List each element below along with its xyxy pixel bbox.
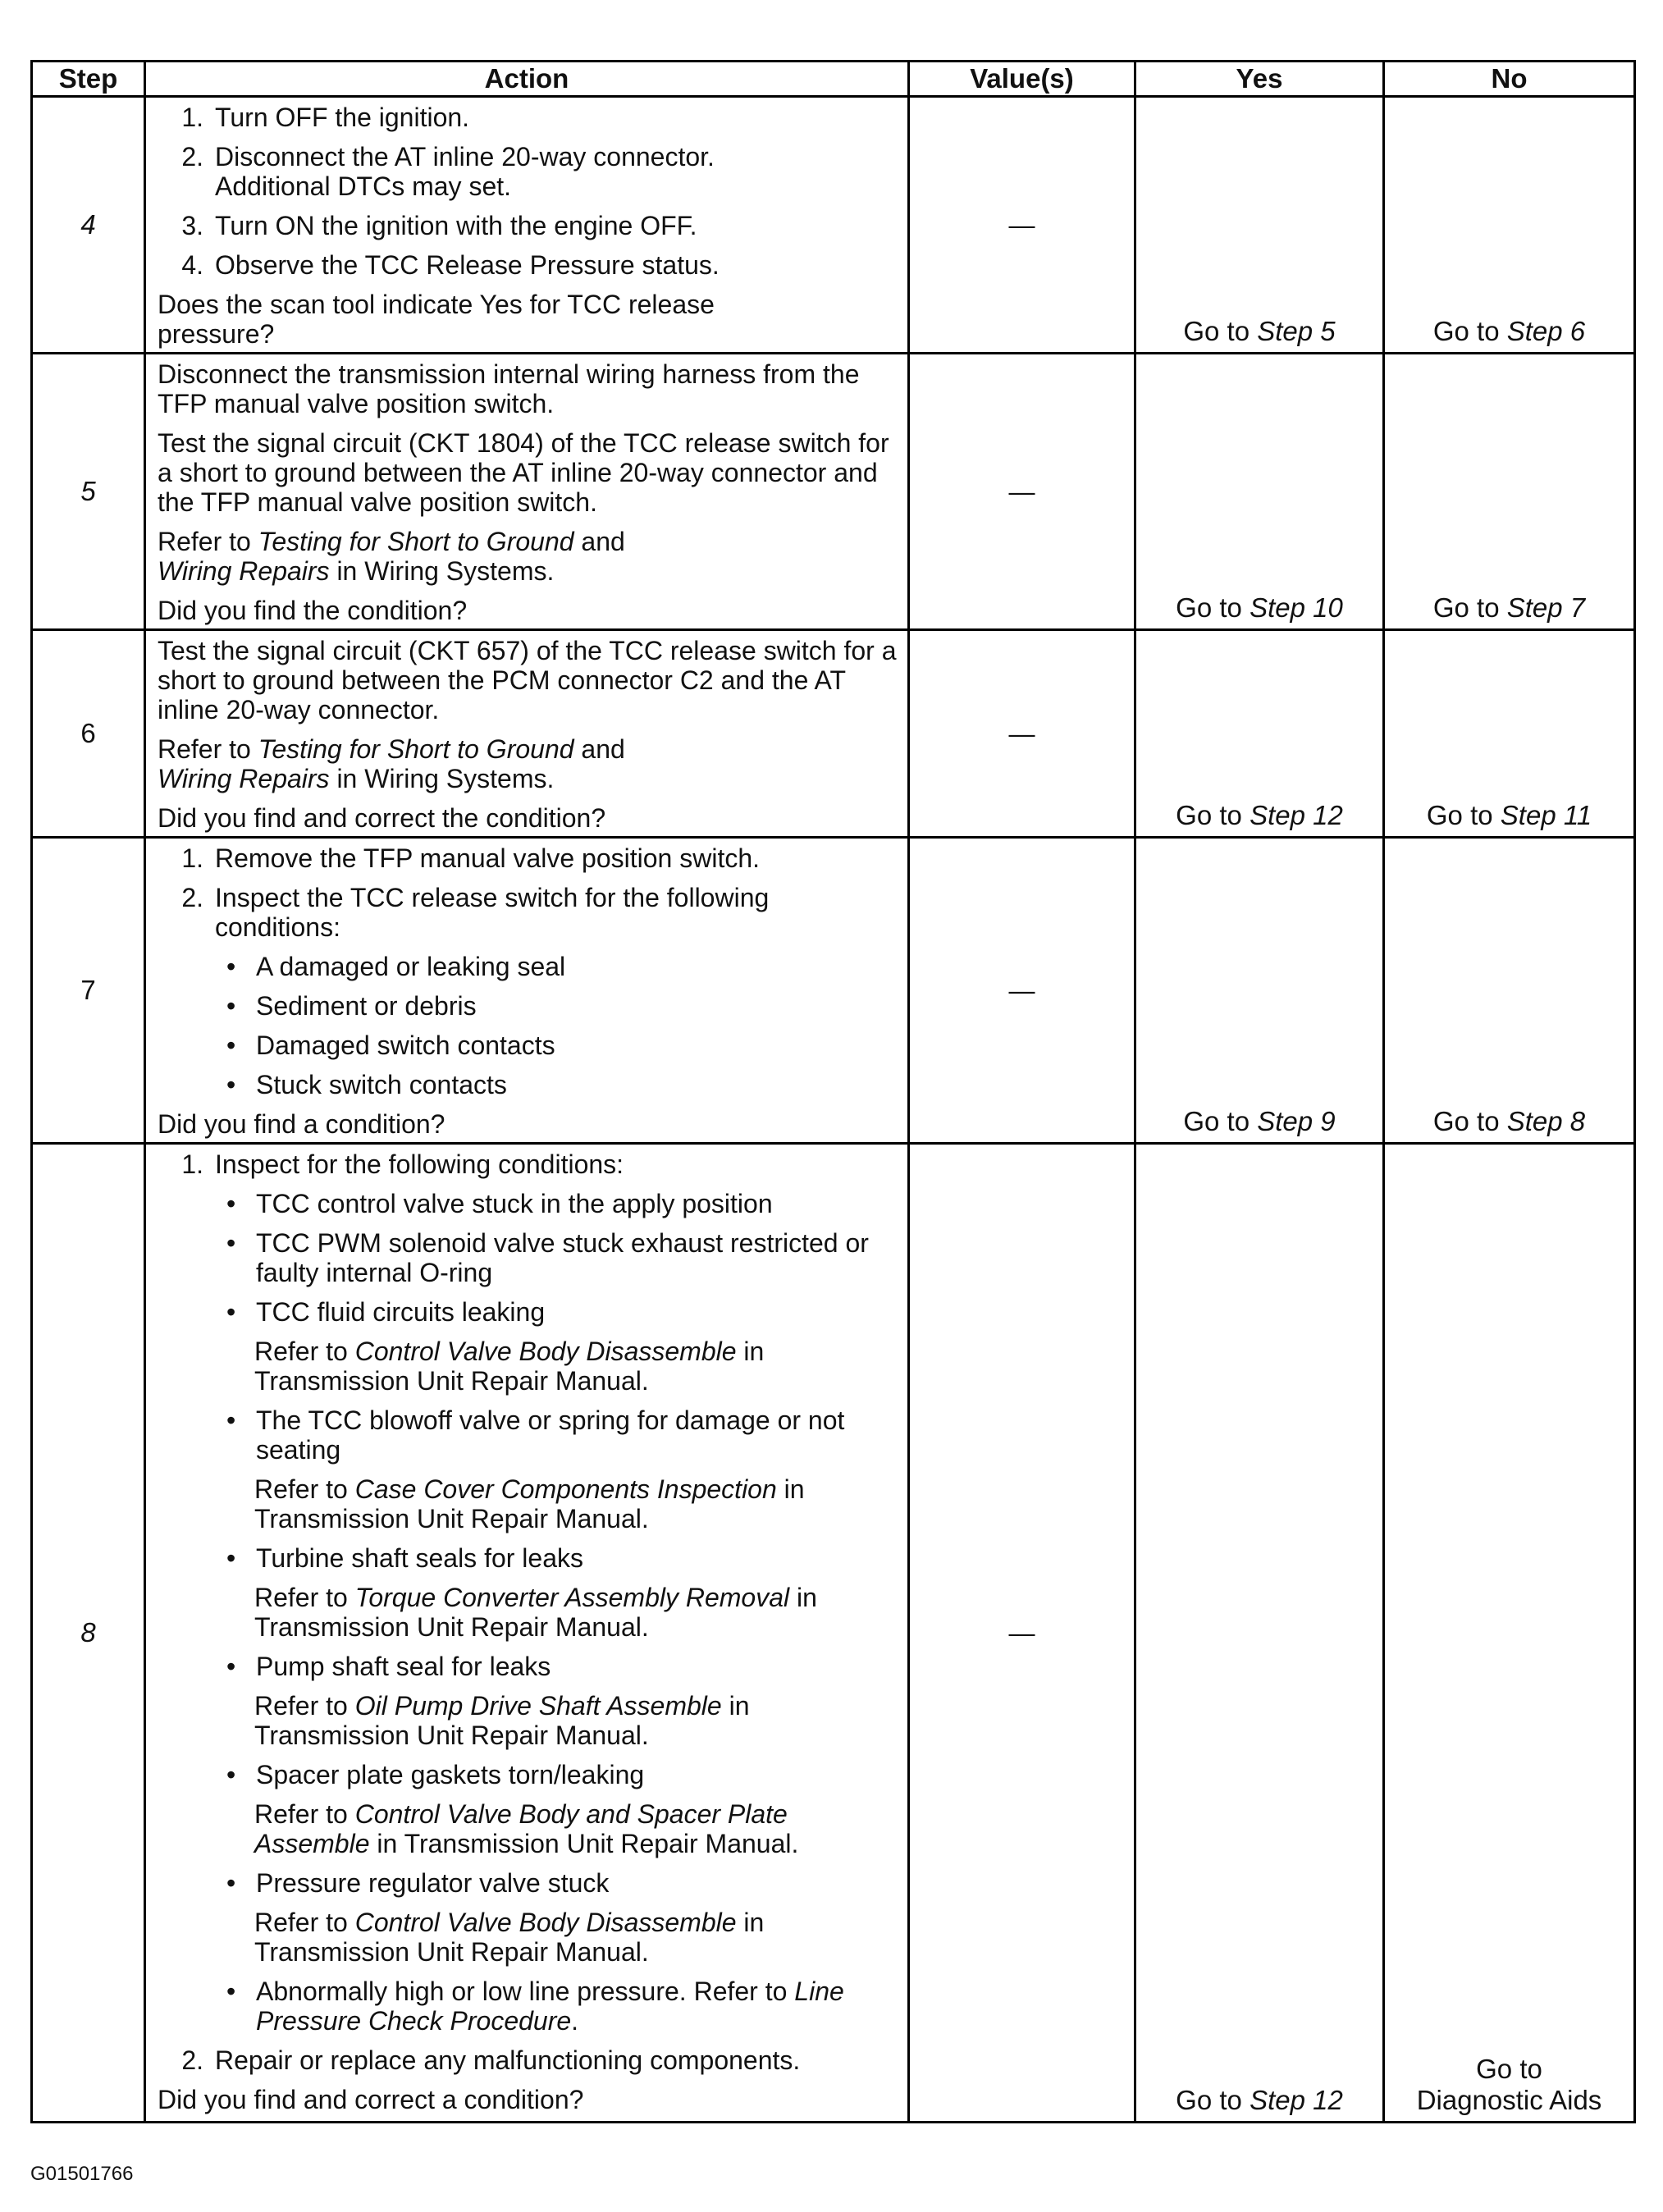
- question-text: Did you find and correct a condition?: [158, 2085, 584, 2114]
- header-action: Action: [145, 62, 909, 97]
- bullet-item: • Turbine shaft seals for leaks: [226, 1543, 583, 1573]
- yes-cell: Go to Step 12: [1135, 1144, 1384, 2123]
- action-cell: [145, 354, 909, 630]
- table-row: [32, 354, 1635, 630]
- reference-text: Refer to Torque Converter Assembly Removal in Transmission Unit Repair Manual.: [254, 1583, 817, 1642]
- step-number: 8: [32, 1144, 145, 2123]
- step-number: 5: [32, 354, 145, 630]
- reference-text: Refer to Oil Pump Drive Shaft Assemble in Transmission Unit Repair Manual.: [254, 1691, 750, 1750]
- table-row: [32, 838, 1635, 1144]
- header-row: [32, 62, 1635, 97]
- bullet-item: • Stuck switch contacts: [226, 1070, 507, 1099]
- bullet-item: • TCC PWM solenoid valve stuck exhaust restricted or faulty internal O-ring: [226, 1228, 869, 1287]
- bullet-item: • Pump shaft seal for leaks: [226, 1652, 551, 1681]
- bullet-item: • A damaged or leaking seal: [226, 952, 566, 981]
- value-cell: —: [909, 97, 1135, 354]
- bullet-item: • The TCC blowoff valve or spring for damage or not seating: [226, 1405, 845, 1465]
- no-cell: Go to Diagnostic Aids: [1384, 1144, 1635, 2123]
- diagnostic-table: [30, 60, 1636, 2123]
- step-number: 4: [32, 97, 145, 354]
- yes-cell: Go to Step 10: [1135, 354, 1384, 630]
- instruction-text: Test the signal circuit (CKT 1804) of the TCC release switch for a short to ground between the AT inline 20-way connector and the TFP manual valve position switch.: [158, 428, 889, 517]
- table-row: [32, 630, 1635, 838]
- list-item: 2. Inspect the TCC release switch for the following conditions:: [181, 883, 770, 942]
- question-text: Does the scan tool indicate Yes for TCC release pressure?: [158, 290, 715, 349]
- reference-text: Refer to Control Valve Body Disassemble in Transmission Unit Repair Manual.: [254, 1337, 765, 1396]
- list-item: 4. Observe the TCC Release Pressure status.: [181, 250, 720, 280]
- question-text: Did you find a condition?: [158, 1109, 445, 1139]
- action-cell: [145, 630, 909, 838]
- no-cell: Go to Step 7: [1384, 354, 1635, 630]
- question-text: Did you find the condition?: [158, 596, 468, 625]
- bullet-item: • Abnormally high or low line pressure. Refer to Line Pressure Check Procedure.: [226, 1977, 844, 2036]
- action-cell: [145, 1144, 909, 2123]
- yes-cell: Go to Step 9: [1135, 838, 1384, 1144]
- question-text: Did you find and correct the condition?: [158, 803, 606, 833]
- yes-cell: Go to Step 5: [1135, 97, 1384, 354]
- list-item: 1. Remove the TFP manual valve position switch.: [181, 843, 761, 873]
- table-row: [32, 97, 1635, 354]
- list-item: 1. Turn OFF the ignition.: [181, 103, 470, 132]
- reference-text: Refer to Testing for Short to Ground and Wiring Repairs in Wiring Systems.: [158, 734, 625, 793]
- reference-text: Refer to Control Valve Body Disassemble in Transmission Unit Repair Manual.: [254, 1908, 765, 1967]
- bullet-item: • Spacer plate gaskets torn/leaking: [226, 1760, 645, 1789]
- no-cell: Go to Step 11: [1384, 630, 1635, 838]
- value-cell: —: [909, 630, 1135, 838]
- bullet-item: • Damaged switch contacts: [226, 1031, 555, 1060]
- figure-id: G01501766: [30, 2163, 134, 2185]
- instruction-text: Test the signal circuit (CKT 657) of the TCC release switch for a short to ground between the PCM connector C2 and the AT inline 20-way connector.: [158, 636, 897, 724]
- reference-text: Refer to Case Cover Components Inspection in Transmission Unit Repair Manual.: [254, 1474, 805, 1533]
- bullet-item: • Pressure regulator valve stuck: [226, 1868, 610, 1898]
- header-no: No: [1384, 62, 1635, 97]
- yes-cell: Go to Step 12: [1135, 630, 1384, 838]
- value-cell: —: [909, 838, 1135, 1144]
- action-cell: [145, 838, 909, 1144]
- step-number: 6: [32, 630, 145, 838]
- bullet-item: • TCC control valve stuck in the apply position: [226, 1189, 773, 1218]
- list-item: 3. Turn ON the ignition with the engine OFF.: [181, 211, 697, 240]
- reference-text: Refer to Control Valve Body and Spacer Plate Assemble in Transmission Unit Repair Manual.: [254, 1799, 799, 1858]
- list-item: 2. Repair or replace any malfunctioning components.: [181, 2045, 801, 2075]
- list-item: 1. Inspect for the following conditions:: [181, 1149, 624, 1179]
- reference-text: Refer to Testing for Short to Ground and Wiring Repairs in Wiring Systems.: [158, 527, 625, 586]
- header-yes: Yes: [1135, 62, 1384, 97]
- table-row: [32, 1144, 1635, 2123]
- no-cell: Go to Step 6: [1384, 97, 1635, 354]
- header-values: Value(s): [909, 62, 1135, 97]
- bullet-item: • TCC fluid circuits leaking: [226, 1297, 546, 1327]
- no-cell: Go to Step 8: [1384, 838, 1635, 1144]
- header-step: Step: [32, 62, 145, 97]
- value-cell: —: [909, 1144, 1135, 2123]
- value-cell: —: [909, 354, 1135, 630]
- instruction-text: Disconnect the transmission internal wiring harness from the TFP manual valve position switch.: [158, 359, 860, 418]
- list-item: 2. Disconnect the AT inline 20-way connector. Additional DTCs may set.: [181, 142, 715, 201]
- step-number: 7: [32, 838, 145, 1144]
- action-cell: [145, 97, 909, 354]
- bullet-item: • Sediment or debris: [226, 991, 477, 1021]
